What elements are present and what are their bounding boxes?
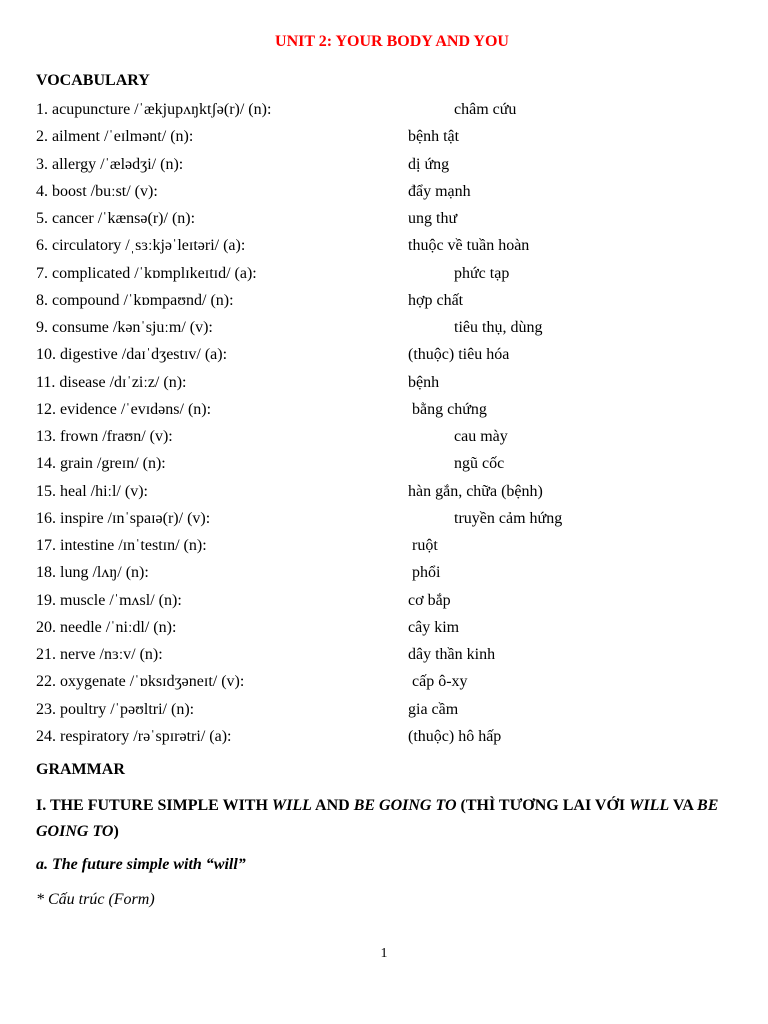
vocab-row — [36, 314, 736, 341]
vocab-row — [36, 232, 736, 259]
vocab-row — [36, 423, 736, 450]
vocab-term: 2. ailment /ˈeɪlmənt/ (n): — [36, 128, 194, 146]
form-label: * Cấu trúc (Form) — [36, 891, 155, 908]
vocab-term: 11. disease /dɪˈziːz/ (n): — [36, 373, 187, 391]
vocab-row — [36, 614, 736, 641]
vocab-term: 22. oxygenate /ˈɒksɪdʒəneɪt/ (v): — [36, 673, 245, 691]
vocab-row — [36, 696, 736, 723]
vocab-meaning: cơ bắp — [408, 591, 451, 609]
grammar-title-part: ) — [113, 823, 119, 840]
vocab-row — [36, 151, 736, 178]
page-title: UNIT 2: YOUR BODY AND YOU — [275, 33, 509, 50]
vocab-meaning: phức tạp — [454, 264, 510, 282]
vocab-term: 12. evidence /ˈevɪdəns/ (n): — [36, 400, 212, 418]
vocab-row — [36, 478, 736, 505]
vocab-term: 17. intestine /ɪnˈtestɪn/ (n): — [36, 537, 207, 554]
vocab-row — [36, 450, 736, 477]
vocab-term: 6. circulatory /ˌsɜːkjəˈleɪtəri/ (a): — [36, 237, 246, 255]
vocab-meaning: châm cứu — [454, 101, 517, 118]
vocab-meaning: ngũ cốc — [454, 455, 505, 473]
grammar-title-part: I. THE FUTURE SIMPLE WITH — [36, 797, 272, 814]
grammar-title-will: WILL — [629, 797, 670, 814]
vocab-term: 9. consume /kənˈsjuːm/ (v): — [36, 319, 213, 336]
vocab-term: 23. poultry /ˈpəʊltri/ (n): — [36, 700, 195, 718]
grammar-title-be-going-to: BE GOING TO — [353, 797, 457, 814]
grammar-title-will: WILL — [271, 797, 312, 814]
grammar-title-part: AND — [311, 797, 354, 814]
vocab-term: 8. compound /ˈkɒmpaʊnd/ (n): — [36, 291, 234, 309]
vocabulary-list — [36, 96, 736, 750]
vocab-meaning: ung thư — [408, 210, 458, 227]
vocab-meaning: phổi — [412, 564, 441, 582]
vocab-row — [36, 723, 736, 750]
vocab-term: 20. needle /ˈniːdl/ (n): — [36, 618, 177, 636]
vocab-row — [36, 205, 736, 232]
vocab-meaning: cây kim — [408, 618, 460, 636]
vocab-row — [36, 532, 736, 559]
vocab-meaning: (thuộc) tiêu hóa — [408, 346, 510, 364]
vocab-row — [36, 260, 736, 287]
vocab-term: 3. allergy /ˈælədʒi/ (n): — [36, 155, 184, 173]
vocab-row — [36, 505, 736, 532]
vocab-row — [36, 587, 736, 614]
vocab-meaning: hợp chất — [408, 291, 464, 309]
vocab-meaning: dị ứng — [408, 155, 450, 173]
vocab-term: 14. grain /greɪn/ (n): — [36, 455, 166, 473]
vocab-meaning: cau mày — [454, 428, 508, 445]
vocab-term: 19. muscle /ˈmʌsl/ (n): — [36, 591, 182, 609]
vocab-term: 18. lung /lʌŋ/ (n): — [36, 564, 149, 582]
vocab-meaning: thuộc về tuần hoàn — [408, 237, 530, 255]
vocab-term: 4. boost /buːst/ (v): — [36, 182, 158, 200]
vocab-meaning: (thuộc) hô hấp — [408, 727, 502, 745]
vocab-meaning: truyền cảm hứng — [454, 509, 563, 527]
grammar-title-part: (THÌ TƯƠNG LAI VỚI — [456, 797, 630, 814]
vocabulary-heading: VOCABULARY — [36, 72, 150, 89]
vocab-row — [36, 96, 736, 123]
vocab-row — [36, 668, 736, 695]
vocab-term: 5. cancer /ˈkænsə(r)/ (n): — [36, 210, 196, 227]
vocab-row — [36, 341, 736, 368]
vocab-meaning: cấp ô-xy — [412, 673, 468, 691]
vocab-term: 21. nerve /nɜːv/ (n): — [36, 646, 163, 663]
vocab-term: 16. inspire /ɪnˈspaɪə(r)/ (v): — [36, 509, 211, 527]
vocab-term: 24. respiratory /rəˈspɪrətri/ (a): — [36, 727, 232, 745]
vocab-term: 7. complicated /ˈkɒmplɪkeɪtɪd/ (a): — [36, 264, 257, 282]
vocab-meaning: ruột — [412, 537, 438, 554]
vocab-meaning: tiêu thụ, dùng — [454, 319, 543, 336]
vocab-meaning: đẩy mạnh — [408, 182, 471, 200]
grammar-section-title — [36, 793, 736, 845]
future-will-subheading: a. The future simple with “will” — [36, 856, 246, 873]
vocab-row — [36, 369, 736, 396]
vocab-meaning: bằng chứng — [412, 400, 487, 418]
vocab-row — [36, 641, 736, 668]
vocab-row — [36, 123, 736, 150]
grammar-title-be-going-to: BE GOING TO — [36, 797, 719, 840]
vocab-meaning: bệnh tật — [408, 128, 460, 146]
vocab-row — [36, 178, 736, 205]
vocab-meaning: hàn gắn, chữa (bệnh) — [408, 482, 543, 500]
grammar-title-part: VA — [669, 797, 698, 814]
vocab-meaning: dây thần kinh — [408, 646, 496, 663]
grammar-heading: GRAMMAR — [36, 761, 125, 778]
vocab-term: 13. frown /fraʊn/ (v): — [36, 428, 173, 445]
vocab-row — [36, 287, 736, 314]
page-number: 1 — [380, 946, 388, 961]
vocab-term: 10. digestive /daɪˈdʒestɪv/ (a): — [36, 346, 228, 364]
vocab-term: 15. heal /hiːl/ (v): — [36, 482, 148, 500]
vocab-meaning: bệnh — [408, 373, 440, 391]
vocab-term: 1. acupuncture /ˈækjupʌŋktʃə(r)/ (n): — [36, 101, 272, 118]
vocab-row — [36, 559, 736, 586]
vocab-meaning: gia cầm — [408, 700, 459, 718]
vocab-row — [36, 396, 736, 423]
